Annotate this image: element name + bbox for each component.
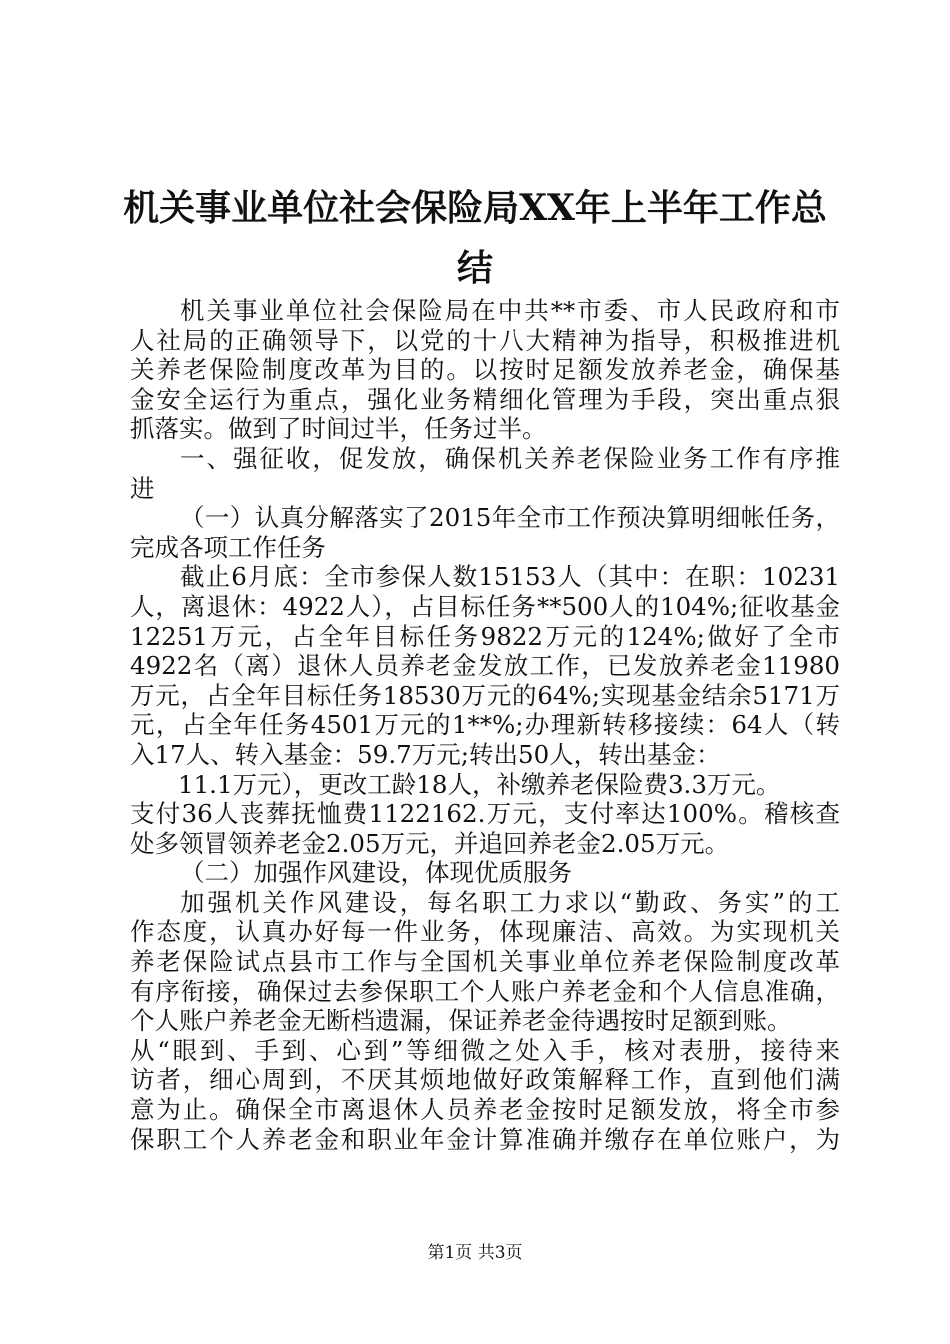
body-line: 截止6月底：全市参保人数15153人（其中：在职：10231 (180, 562, 840, 592)
body-line: 元，占全年任务4501万元的1**%;办理新转移接续：64人（转 (130, 710, 840, 740)
body-line: 万元，占全年目标任务18530万元的64%;实现基金结余5171万 (130, 680, 840, 710)
body-line: 保职工个人养老金和职业年金计算准确并缴存在单位账户，为 (130, 1124, 840, 1154)
document-title-line-2: 结 (456, 247, 493, 289)
body-line: 4922名（离）退休人员养老金发放工作，已发放养老金11980 (130, 651, 840, 681)
body-line: 人社局的正确领导下，以党的十八大精神为指导，积极推进机 (130, 325, 840, 355)
body-line: 金安全运行为重点，强化业务精细化管理为手段，突出重点狠 (130, 384, 840, 414)
body-line: 从“眼到、手到、心到”等细微之处入手，核对表册，接待来 (130, 1035, 840, 1065)
body-line: 加强机关作风建设，每名职工力求以“勤政、务实”的工 (180, 887, 840, 917)
body-line: 有序衔接，确保过去参保职工个人账户养老金和个人信息准确， (130, 976, 840, 1006)
body-line: 关养老保险制度改革为目的。以按时足额发放养老金，确保基 (130, 355, 840, 385)
body-line: 人，离退休：4922人），占目标任务**500人的104%;征收基金 (130, 591, 840, 621)
body-line: 个人账户养老金无断档遗漏，保证养老金待遇按时足额到账。 (130, 1006, 792, 1036)
body-line: 处多领冒领养老金2.05万元，并追回养老金2.05万元。 (130, 828, 730, 858)
subsection-heading: （二）加强作风建设，体现优质服务 (180, 858, 572, 888)
page-footer: 第1页 共3页 (427, 1243, 523, 1263)
subsection-heading: （一）认真分解落实了2015年全市工作预决算明细帐任务， (180, 503, 840, 533)
section-heading-cont: 进 (130, 473, 155, 503)
body-line: 入17人、转入基金：59.7万元;转出50人，转出基金： (130, 739, 721, 769)
body-line: 访者，细心周到，不厌其烦地做好政策解释工作，直到他们满 (130, 1065, 840, 1095)
body-line: 11.1万元），更改工龄18人，补缴养老保险费3.3万元。 (178, 769, 781, 799)
body-line: 机关事业单位社会保险局在中共**市委、市人民政府和市 (180, 296, 840, 325)
body-line: 抓落实。做到了时间过半，任务过半。 (130, 414, 547, 444)
body-line: 养老保险试点县市工作与全国机关事业单位养老保险制度改革 (130, 947, 840, 977)
subsection-heading-cont: 完成各项工作任务 (130, 532, 326, 562)
body-line: 作态度，认真办好每一件业务，体现廉洁、高效。为实现机关 (130, 917, 840, 947)
body-line: 12251万元，占全年目标任务9822万元的124%;做好了全市 (130, 621, 840, 651)
body-line: 支付36人丧葬抚恤费1122162.万元，支付率达100%。稽核查 (130, 799, 840, 829)
section-heading: 一、强征收，促发放，确保机关养老保险业务工作有序推 (180, 443, 840, 473)
document-title-line-1: 机关事业单位社会保险局XX年上半年工作总 (123, 187, 827, 229)
body-line: 意为止。确保全市离退休人员养老金按时足额发放，将全市参 (130, 1095, 840, 1125)
document-body (130, 296, 840, 1154)
